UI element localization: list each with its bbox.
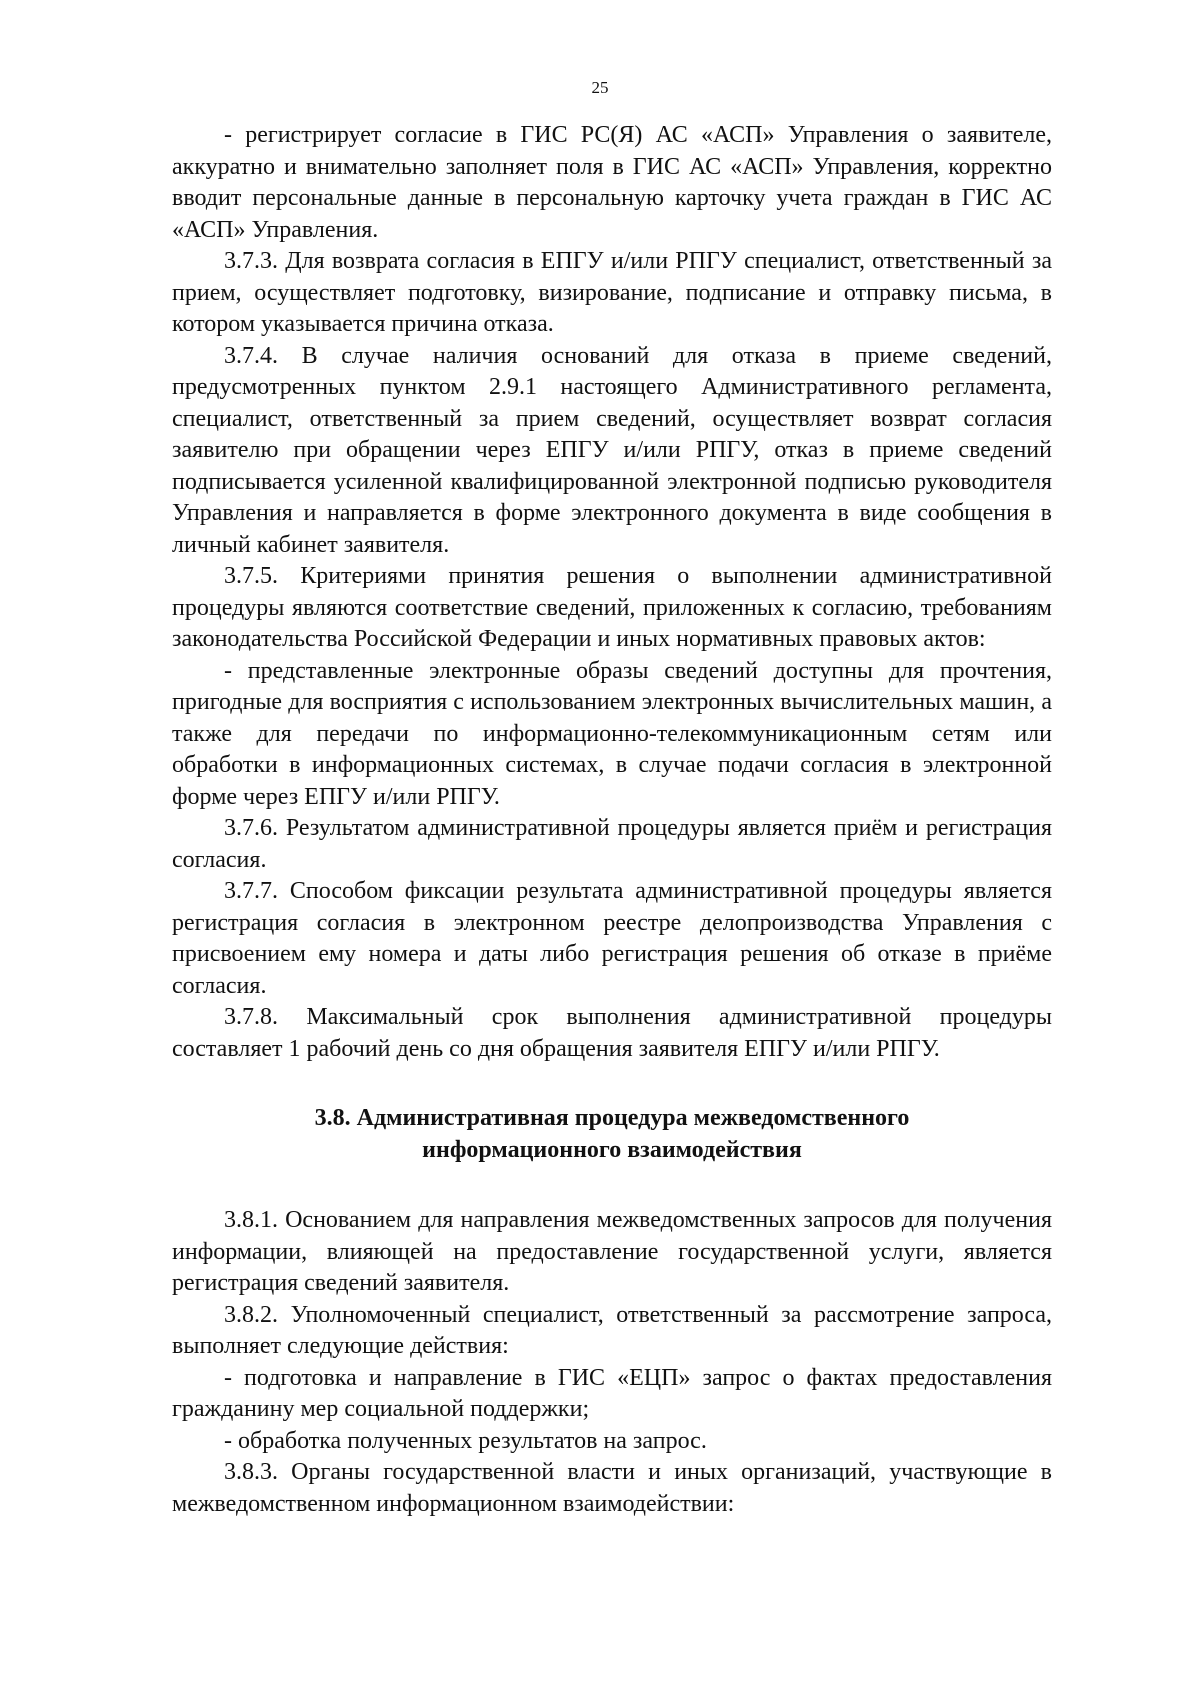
paragraph: 3.7.5. Критериями принятия решения о выполнении административной процедуры являются соответствие сведений, приложенных к согласию, требованиям законодательства Российской Федерации и иных нормативных правовых актов: (172, 563, 1052, 652)
paragraph: 3.8.2. Уполномоченный специалист, ответственный за рассмотрение запроса, выполняет следующие действия: (172, 1301, 1052, 1359)
paragraph: - представленные электронные образы сведений доступны для прочтения, пригодные для восприятия с использованием электронных вычислительных машин, а также для передачи по информационно-телекоммуникационным сетям или обработки в информационных системах, в случае подачи согласия в электронной форме через ЕПГУ и/или РПГУ. (172, 657, 1052, 810)
paragraph: 3.8.1. Основанием для направления межведомственных запросов для получения информации, влияющей на предоставление государственной услуги, является регистрация сведений заявителя. (172, 1207, 1052, 1296)
section-heading-line: информационного взаимодействия (422, 1136, 802, 1163)
paragraph: 3.7.4. В случае наличия оснований для отказа в приеме сведений, предусмотренных пунктом 2.9.1 настоящего Административного регламента, специалист, ответственный за прием сведений, осуществляет возврат согласия заявителю при обращении через ЕПГУ и/или РПГУ, отказ в приеме сведений подписывается усиленной квалифицированной электронной подписью руководителя Управления и направляется в форме электронного документа в виде сообщения в личный кабинет заявителя. (172, 342, 1052, 558)
paragraph: 3.7.6. Результатом административной процедуры является приём и регистрация согласия. (172, 815, 1052, 873)
paragraph: - подготовка и направление в ГИС «ЕЦП» запрос о фактах предоставления гражданину мер социальной поддержки; (172, 1364, 1052, 1422)
section-heading-line: 3.8. Административная процедура межведомственного (314, 1105, 910, 1131)
document-body (172, 120, 1052, 1520)
section-heading (172, 1103, 1052, 1166)
paragraph: - обработка полученных результатов на запрос. (224, 1427, 707, 1454)
paragraph: 3.7.3. Для возврата согласия в ЕПГУ и/или РПГУ специалист, ответственный за прием, осуществляет подготовку, визирование, подписание и отправку письма, в котором указывается причина отказа. (172, 248, 1052, 337)
paragraph: 3.7.7. Способом фиксации результата административной процедуры является регистрация согласия в электронном реестре делопроизводства Управления с присвоением ему номера и даты либо регистрация решения об отказе в приёме согласия. (172, 878, 1052, 999)
paragraph: 3.8.3. Органы государственной власти и иных организаций, участвующие в межведомственном информационном взаимодействии: (172, 1459, 1052, 1517)
page-number: 25 (591, 78, 609, 97)
paragraph: 3.7.8. Максимальный срок выполнения административной процедуры составляет 1 рабочий день со дня обращения заявителя ЕПГУ и/или РПГУ. (172, 1004, 1052, 1062)
paragraph: - регистрирует согласие в ГИС РС(Я) АС «АСП» Управления о заявителе, аккуратно и внимательно заполняет поля в ГИС АС «АСП» Управления, корректно вводит персональные данные в персональную карточку учета граждан в ГИС АС «АСП» Управления. (172, 122, 1052, 243)
